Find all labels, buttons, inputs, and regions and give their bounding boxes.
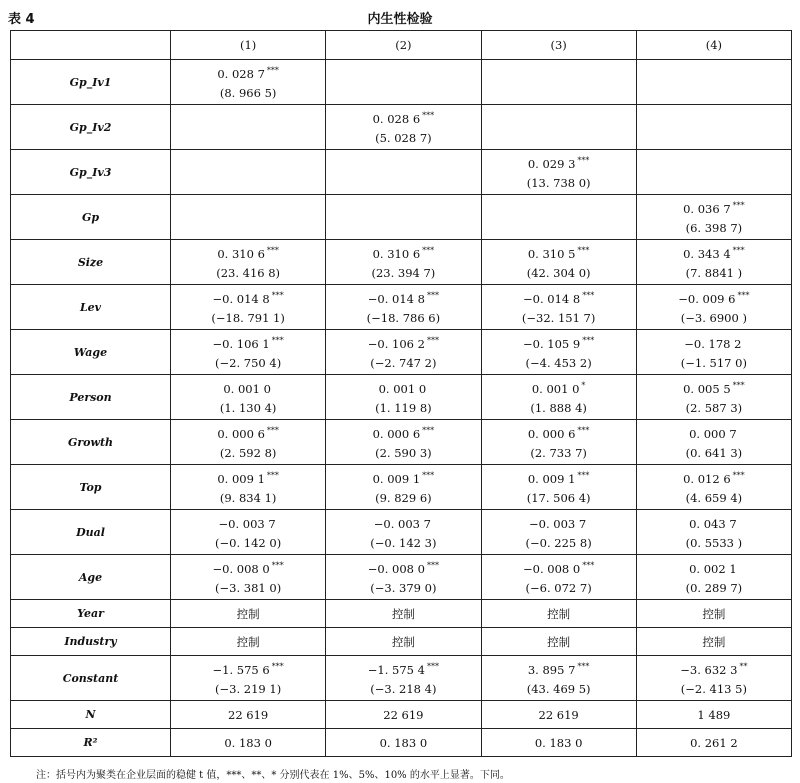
significance-stars: *** (737, 291, 750, 301)
coefficient-value: 0. 001 0 (531, 381, 580, 396)
coefficient-value: −0. 003 7 (373, 516, 431, 531)
coefficient-value: −0. 178 2 (684, 336, 742, 351)
significance-stars: *** (426, 561, 439, 571)
table-cell (326, 240, 481, 285)
table-cell (636, 60, 791, 105)
coefficient-value: −0. 105 9 (523, 336, 581, 351)
coefficient-value: 0. 000 7 (689, 426, 737, 441)
t-statistic: (−2. 747 2) (370, 355, 437, 370)
t-statistic: (1. 130 4) (219, 400, 277, 415)
coefficient (482, 376, 636, 399)
coefficient (171, 421, 325, 444)
t-statistic: (43. 469 5) (526, 681, 591, 696)
coefficient-value: −0. 014 8 (212, 291, 270, 306)
significance-stars: *** (266, 471, 279, 481)
results-table (10, 30, 792, 757)
significance-stars: *** (271, 662, 284, 672)
t-statistic: (17. 506 4) (526, 490, 591, 505)
table-cell (326, 510, 481, 555)
t-statistic: (1. 119 8) (375, 400, 432, 415)
significance-stars: *** (422, 426, 435, 436)
coefficient-value: 0. 043 7 (689, 516, 737, 531)
table-cell (326, 105, 481, 150)
coefficient (171, 376, 325, 399)
table-row (11, 285, 792, 330)
variable-name: Gp_Iv1 (11, 60, 171, 105)
table-row (11, 330, 792, 375)
variable-name: Top (11, 465, 171, 510)
coefficient (171, 331, 325, 354)
table-cell: 0. 183 0 (326, 729, 481, 757)
table-cell (326, 375, 481, 420)
table-cell (171, 420, 326, 465)
table-row (11, 150, 792, 195)
significance-stars: *** (271, 561, 284, 571)
table-cell (171, 60, 326, 105)
coefficient (326, 466, 480, 489)
table-cell: 控制 (636, 628, 791, 656)
significance-stars: *** (577, 426, 590, 436)
variable-name: Size (11, 240, 171, 285)
table-cell (481, 420, 636, 465)
coefficient (637, 421, 791, 444)
significance-stars: *** (271, 336, 284, 346)
table-cell (326, 656, 481, 701)
table-cell (326, 330, 481, 375)
t-statistic: (−6. 072 7) (525, 580, 592, 595)
t-statistic: (−3. 218 4) (370, 681, 437, 696)
table-row (11, 105, 792, 150)
table-cell (636, 555, 791, 600)
t-statistic: (13. 738 0) (526, 175, 591, 190)
t-statistic: (−0. 142 0) (215, 535, 282, 550)
table-cell (326, 465, 481, 510)
significance-stars: *** (426, 336, 439, 346)
coefficient-value: 0. 000 6 (527, 426, 576, 441)
table-cell: 0. 183 0 (171, 729, 326, 757)
coefficient-value: −0. 014 8 (367, 291, 425, 306)
coefficient (326, 657, 480, 680)
t-statistic: (−0. 142 3) (370, 535, 437, 550)
table-cell: 控制 (171, 628, 326, 656)
table-row (11, 240, 792, 285)
table-cell (326, 150, 481, 195)
t-statistic: (8. 966 5) (219, 85, 277, 100)
table-row (11, 729, 792, 757)
table-cell: 控制 (326, 628, 481, 656)
coefficient (326, 556, 480, 579)
variable-name: Industry (11, 628, 171, 656)
t-statistic: (−0. 225 8) (525, 535, 592, 550)
coefficient-value: −0. 014 8 (523, 291, 581, 306)
coefficient (326, 106, 480, 129)
coefficient-value: 0. 310 5 (527, 246, 576, 261)
table-cell (481, 510, 636, 555)
table-cell (171, 465, 326, 510)
corner-cell (11, 31, 171, 60)
t-statistic: (−2. 413 5) (680, 681, 747, 696)
t-statistic: (23. 394 7) (371, 265, 436, 280)
table-cell (171, 555, 326, 600)
coefficient (171, 556, 325, 579)
coefficient (637, 286, 791, 309)
t-statistic: (−3. 379 0) (370, 580, 437, 595)
table-cell (326, 285, 481, 330)
table-row (11, 701, 792, 729)
coefficient (171, 286, 325, 309)
table-cell (481, 105, 636, 150)
coefficient-value: 0. 000 6 (372, 426, 421, 441)
table-row (11, 628, 792, 656)
significance-stars: *** (732, 201, 745, 211)
coefficient-value: 0. 028 7 (217, 66, 265, 81)
table-cell: 22 619 (481, 701, 636, 729)
t-statistic: (−18. 791 1) (211, 310, 285, 325)
coefficient-value: −0. 003 7 (529, 516, 587, 531)
table-cell (481, 465, 636, 510)
variable-name: Year (11, 600, 171, 628)
coefficient (482, 331, 636, 354)
table-cell (171, 105, 326, 150)
table-cell (481, 375, 636, 420)
coefficient-value: 0. 009 1 (372, 471, 421, 486)
variable-name: Gp_Iv2 (11, 105, 171, 150)
significance-stars: *** (582, 336, 595, 346)
t-statistic: (0. 641 3) (685, 445, 743, 460)
coefficient (482, 466, 636, 489)
t-statistic: (5. 028 7) (375, 130, 432, 145)
table-cell (171, 330, 326, 375)
coefficient-value: 0. 005 5 (683, 381, 731, 396)
t-statistic: (−3. 219 1) (215, 681, 282, 696)
t-statistic: (42. 304 0) (526, 265, 591, 280)
table-cell (171, 510, 326, 555)
table-cell: 0. 261 2 (636, 729, 791, 757)
coefficient-value: 0. 002 1 (689, 561, 737, 576)
column-header-row (11, 31, 792, 60)
coefficient-value: 0. 036 7 (683, 201, 731, 216)
table-cell: 22 619 (326, 701, 481, 729)
variable-name: Growth (11, 420, 171, 465)
variable-name: Constant (11, 656, 171, 701)
table-cell (481, 150, 636, 195)
t-statistic: (−3. 381 0) (215, 580, 282, 595)
coefficient-value: 0. 029 3 (527, 156, 576, 171)
table-cell (636, 465, 791, 510)
t-statistic: (−4. 453 2) (525, 355, 592, 370)
table-cell (326, 60, 481, 105)
variable-name: Age (11, 555, 171, 600)
coefficient-value: 0. 028 6 (372, 111, 421, 126)
significance-stars: *** (266, 66, 279, 76)
variable-name: N (11, 701, 171, 729)
table-cell (636, 330, 791, 375)
table-row (11, 60, 792, 105)
table-cell (636, 150, 791, 195)
significance-stars: ** (739, 662, 748, 672)
table-cell (636, 240, 791, 285)
table-cell (481, 330, 636, 375)
t-statistic: (−18. 786 6) (366, 310, 441, 325)
significance-stars: *** (732, 381, 745, 391)
t-statistic: (6. 398 7) (685, 220, 743, 235)
table-cell: 控制 (481, 628, 636, 656)
table-cell (171, 240, 326, 285)
table-cell (636, 510, 791, 555)
coefficient (637, 241, 791, 264)
significance-stars: *** (577, 471, 590, 481)
coefficient (637, 466, 791, 489)
significance-stars: *** (271, 291, 284, 301)
coefficient-value: −0. 008 0 (367, 561, 425, 576)
table-cell (636, 420, 791, 465)
table-cell (636, 285, 791, 330)
table-cell: 22 619 (171, 701, 326, 729)
table-cell (636, 375, 791, 420)
coefficient (482, 657, 636, 680)
coefficient-value: 0. 001 0 (378, 381, 427, 396)
table-row (11, 375, 792, 420)
t-statistic: (−1. 517 0) (680, 355, 747, 370)
coefficient-value: −3. 632 3 (680, 662, 738, 677)
table-cell (171, 285, 326, 330)
significance-stars: *** (582, 291, 595, 301)
coefficient (482, 511, 636, 534)
coefficient-value: 0. 009 1 (527, 471, 576, 486)
coefficient-value: 0. 310 6 (217, 246, 265, 261)
coefficient (637, 376, 791, 399)
coefficient-value: −0. 009 6 (678, 291, 736, 306)
variable-name: Wage (11, 330, 171, 375)
t-statistic: (2. 592 8) (219, 445, 277, 460)
t-statistic: (0. 5533 ) (685, 535, 743, 550)
coefficient (637, 196, 791, 219)
variable-name: Gp_Iv3 (11, 150, 171, 195)
table-title: 内生性检验 (367, 12, 433, 27)
variable-name: Lev (11, 285, 171, 330)
coefficient (637, 657, 791, 680)
coefficient (482, 151, 636, 174)
table-cell (636, 105, 791, 150)
variable-name: Dual (11, 510, 171, 555)
t-statistic: (2. 590 3) (375, 445, 432, 460)
coefficient-value: 0. 310 6 (372, 246, 421, 261)
variable-name: Gp (11, 195, 171, 240)
coefficient-value: −0. 003 7 (218, 516, 276, 531)
coefficient-value: −0. 008 0 (212, 561, 270, 576)
table-cell (171, 375, 326, 420)
coefficient-value: −0. 106 2 (367, 336, 425, 351)
significance-stars: *** (266, 246, 279, 256)
significance-stars: *** (577, 156, 590, 166)
column-header: (2) (326, 31, 481, 60)
table-cell: 0. 183 0 (481, 729, 636, 757)
table-cell: 控制 (636, 600, 791, 628)
table-cell (171, 150, 326, 195)
coefficient-value: 0. 343 4 (683, 246, 731, 261)
coefficient (637, 331, 791, 354)
table-cell (481, 195, 636, 240)
table-cell (481, 240, 636, 285)
table-cell: 控制 (326, 600, 481, 628)
coefficient (171, 61, 325, 84)
coefficient-value: 0. 012 6 (683, 471, 731, 486)
significance-stars: *** (582, 561, 595, 571)
column-header: (4) (636, 31, 791, 60)
t-statistic: (4. 659 4) (685, 490, 743, 505)
t-statistic: (−3. 6900 ) (680, 310, 747, 325)
coefficient-value: 0. 000 6 (217, 426, 265, 441)
significance-stars: * (581, 381, 586, 391)
coefficient (482, 286, 636, 309)
t-statistic: (7. 8841 ) (685, 265, 743, 280)
coefficient (637, 556, 791, 579)
significance-stars: *** (426, 291, 439, 301)
coefficient (326, 286, 480, 309)
coefficient-value: −1. 575 4 (367, 662, 425, 677)
coefficient (326, 241, 480, 264)
table-note: 注：括号内为聚类在企业层面的稳健 t 值，***、**、* 分别代表在 1%、5%、10% 的水平上显著。下同。 (36, 770, 510, 781)
table-cell (326, 555, 481, 600)
table-header (0, 0, 800, 30)
table-cell (481, 285, 636, 330)
table-row (11, 465, 792, 510)
significance-stars: *** (732, 471, 745, 481)
coefficient-value: 0. 009 1 (217, 471, 265, 486)
significance-stars: *** (732, 246, 745, 256)
table-label: 表 4 (8, 12, 35, 27)
table-cell (326, 420, 481, 465)
table-row (11, 555, 792, 600)
table-cell: 控制 (171, 600, 326, 628)
coefficient (171, 511, 325, 534)
coefficient (326, 421, 480, 444)
coefficient-value: −1. 575 6 (212, 662, 270, 677)
t-statistic: (−2. 750 4) (215, 355, 282, 370)
significance-stars: *** (577, 662, 590, 672)
coefficient (171, 657, 325, 680)
table-cell (636, 656, 791, 701)
coefficient (482, 241, 636, 264)
table-cell (636, 195, 791, 240)
table-cell (481, 60, 636, 105)
t-statistic: (−32. 151 7) (521, 310, 596, 325)
significance-stars: *** (422, 471, 435, 481)
column-header: (3) (481, 31, 636, 60)
table-row (11, 600, 792, 628)
coefficient (326, 331, 480, 354)
t-statistic: (0. 289 7) (685, 580, 743, 595)
t-statistic: (2. 587 3) (685, 400, 743, 415)
t-statistic: (2. 733 7) (530, 445, 587, 460)
table-cell (171, 656, 326, 701)
variable-name: Person (11, 375, 171, 420)
significance-stars: *** (426, 662, 439, 672)
column-header: (1) (171, 31, 326, 60)
table-body (11, 60, 792, 757)
coefficient (326, 511, 480, 534)
significance-stars: *** (266, 426, 279, 436)
table-cell (481, 656, 636, 701)
coefficient-value: −0. 106 1 (212, 336, 270, 351)
significance-stars: *** (422, 111, 435, 121)
t-statistic: (9. 829 6) (375, 490, 432, 505)
table-row (11, 420, 792, 465)
t-statistic: (23. 416 8) (216, 265, 281, 280)
table-row (11, 510, 792, 555)
t-statistic: (9. 834 1) (219, 490, 277, 505)
table-cell: 1 489 (636, 701, 791, 729)
coefficient (482, 421, 636, 444)
coefficient (171, 241, 325, 264)
table-row (11, 195, 792, 240)
coefficient (171, 466, 325, 489)
coefficient-value: −0. 008 0 (523, 561, 581, 576)
table-cell (171, 195, 326, 240)
coefficient-value: 0. 001 0 (223, 381, 271, 396)
coefficient-value: 3. 895 7 (527, 662, 576, 677)
coefficient (326, 376, 480, 399)
significance-stars: *** (577, 246, 590, 256)
table-cell: 控制 (481, 600, 636, 628)
table-row (11, 656, 792, 701)
table-cell (326, 195, 481, 240)
t-statistic: (1. 888 4) (530, 400, 587, 415)
coefficient (482, 556, 636, 579)
table-cell (481, 555, 636, 600)
significance-stars: *** (422, 246, 435, 256)
coefficient (637, 511, 791, 534)
variable-name: R² (11, 729, 171, 757)
